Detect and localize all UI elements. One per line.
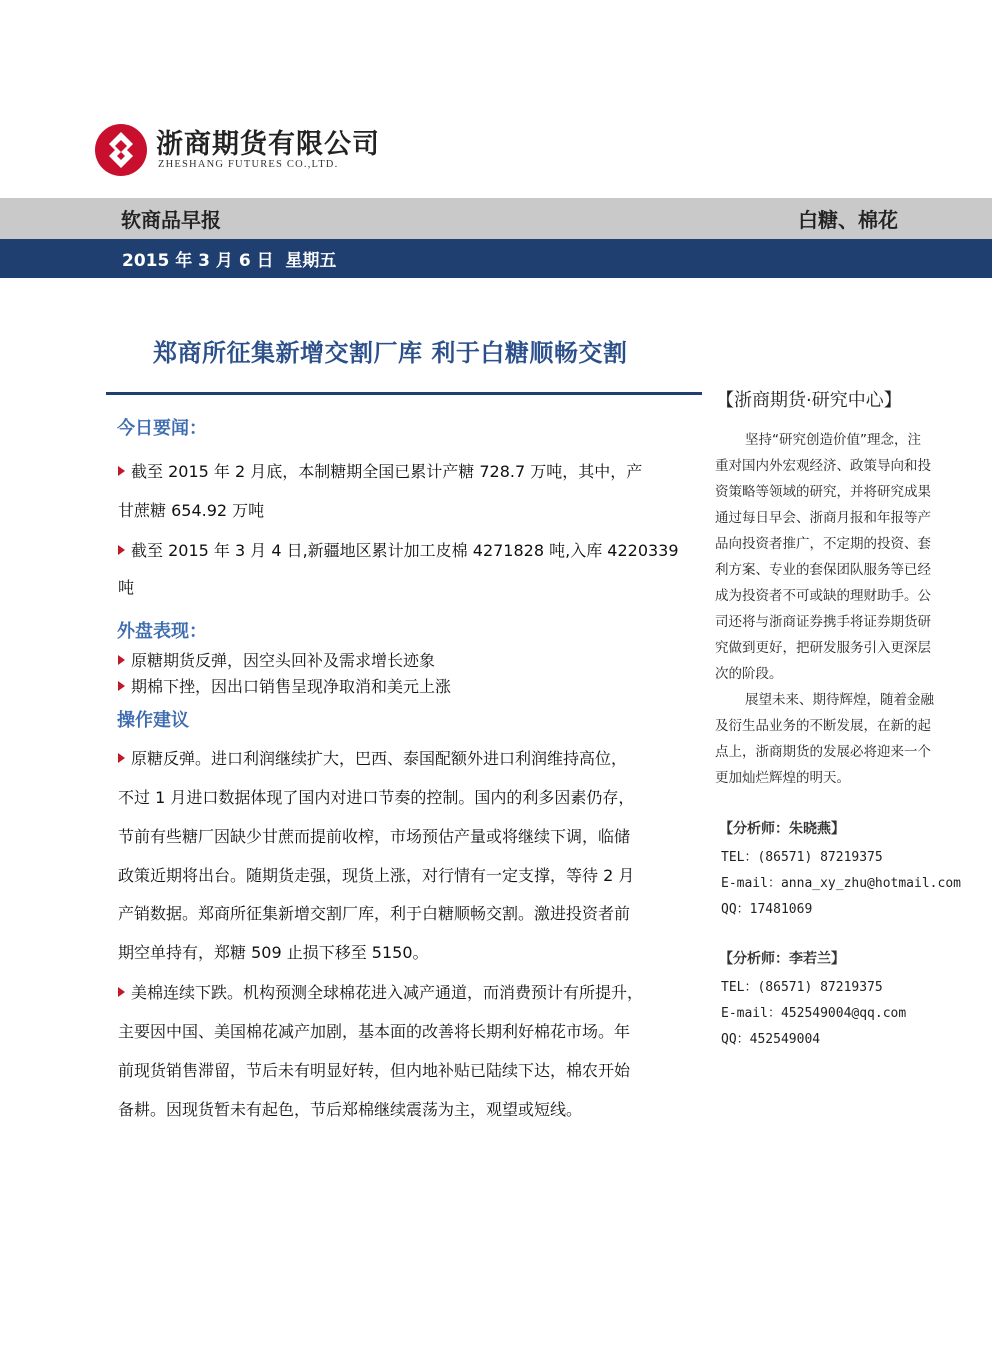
paragraph-line: 备耕。因现货暂未有起色，节后郑棉继续震荡为主，观望或短线。: [118, 1100, 583, 1119]
sidebar-title: 【浙商期货·研究中心】: [716, 390, 902, 411]
list-item: 截至 2015 年 2 月底，本制糖期全国已累计产糖 728.7 万吨，其中，产: [118, 459, 642, 482]
intro-line: 司还将与浙商证券携手将证券期货研: [715, 614, 931, 630]
report-type: 软商品早报: [121, 208, 221, 232]
bullet-icon: [118, 545, 125, 555]
zheshang-logo-icon: [93, 122, 149, 178]
bullet-icon: [118, 753, 125, 763]
intro-line: 次的阶段。: [715, 666, 783, 682]
intro-line: 展望未来、期待辉煌，随着金融: [745, 692, 934, 708]
intro-line: 究做到更好，把研发服务引入更深层: [715, 640, 931, 656]
paragraph-line: 主要因中国、美国棉花减产加剧，基本面的改善将长期利好棉花市场。年: [118, 1022, 631, 1041]
report-date: 2015 年 3 月 6 日 星期五: [122, 251, 337, 271]
analyst-tel: TEL：(86571) 87219375: [721, 980, 883, 995]
paragraph-line: 政策近期将出台。随期货走强，现货上涨，对行情有一定支撑，等待 2 月: [118, 866, 635, 885]
section-title-advice: 操作建议: [117, 710, 189, 731]
intro-line: 坚持“研究创造价值”理念，注: [745, 432, 921, 448]
bullet-icon: [118, 987, 125, 997]
analyst-title: 【分析师：李若兰】: [719, 951, 845, 967]
analyst-email[interactable]: E-mail：452549004@qq.com: [721, 1006, 907, 1021]
headline: 郑商所征集新增交割厂库 利于白糖顺畅交割: [153, 339, 628, 367]
analyst-email[interactable]: E-mail：anna_xy_zhu@hotmail.com: [721, 876, 961, 891]
section-title-overseas: 外盘表现：: [117, 621, 207, 642]
analyst-qq: QQ：17481069: [721, 902, 813, 917]
company-name-cn: 浙商期货有限公司: [156, 129, 380, 160]
intro-line: 利方案、专业的套保团队服务等已经: [715, 562, 931, 578]
bullet-icon: [118, 466, 125, 476]
analyst-tel: TEL：(86571) 87219375: [721, 850, 883, 865]
paragraph-line: 不过 1 月进口数据体现了国内对进口节奏的控制。国内的利多因素仍存，: [118, 788, 635, 807]
paragraph-line: 美棉连续下跌。机构预测全球棉花进入减产通道，而消费预计有所提升，: [118, 980, 643, 1003]
bullet-icon: [118, 681, 125, 691]
headline-divider: [106, 392, 702, 395]
intro-line: 通过每日早会、浙商月报和年报等产: [715, 510, 931, 526]
commodities-label: 白糖、棉花: [798, 208, 898, 232]
intro-line: 重对国内外宏观经济、政策导向和投: [715, 458, 931, 474]
company-name-en: ZHESHANG FUTURES CO.,LTD.: [158, 159, 339, 170]
analyst-title: 【分析师：朱晓燕】: [719, 821, 845, 837]
paragraph-line: 原糖反弹。进口利润继续扩大，巴西、泰国配额外进口利润维持高位，: [118, 746, 627, 769]
paragraph-line: 产销数据。郑商所征集新增交割厂库，利于白糖顺畅交割。激进投资者前: [118, 904, 631, 923]
list-item: 原糖期货反弹，因空头回补及需求增长迹象: [118, 648, 435, 671]
intro-line: 点上，浙商期货的发展必将迎来一个: [715, 744, 931, 760]
intro-line: 成为投资者不可或缺的理财助手。公: [715, 588, 931, 604]
intro-line: 资策略等领域的研究，并将研究成果: [715, 484, 931, 500]
intro-line: 及衍生品业务的不断发展，在新的起: [715, 718, 931, 734]
list-item-continuation: 吨: [118, 578, 135, 597]
intro-line: 品向投资者推广，不定期的投资、套: [715, 536, 931, 552]
paragraph-line: 节前有些糖厂因缺少甘蔗而提前收榨，市场预估产量或将继续下调，临储: [118, 827, 631, 846]
section-title-today-news: 今日要闻：: [117, 418, 207, 439]
analyst-qq: QQ：452549004: [721, 1032, 821, 1047]
intro-line: 更加灿烂辉煌的明天。: [715, 770, 850, 786]
bullet-icon: [118, 655, 125, 665]
list-item-continuation: 甘蔗糖 654.92 万吨: [118, 501, 265, 520]
list-item: 截至 2015 年 3 月 4 日,新疆地区累计加工皮棉 4271828 吨,入库 4220339: [118, 538, 679, 561]
paragraph-line: 前现货销售滞留，节后未有明显好转，但内地补贴已陆续下达，棉农开始: [118, 1061, 631, 1080]
list-item: 期棉下挫，因出口销售呈现净取消和美元上涨: [118, 674, 451, 697]
paragraph-line: 期空单持有，郑糖 509 止损下移至 5150。: [118, 943, 429, 962]
